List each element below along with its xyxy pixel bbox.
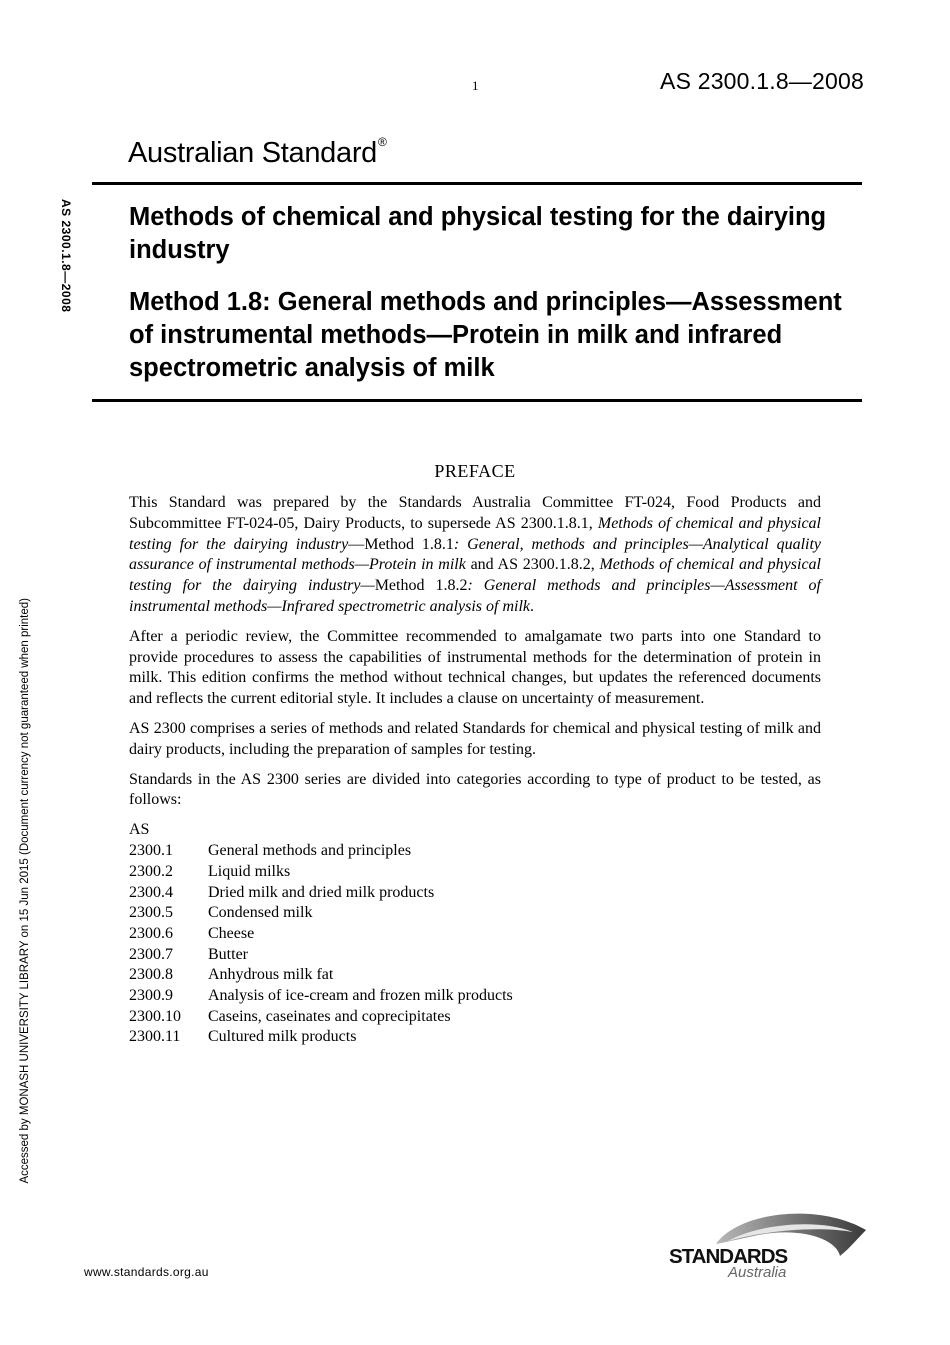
series-description: Dried milk and dried milk products	[208, 883, 435, 901]
series-row	[129, 924, 821, 945]
series-number: 2300.8	[129, 966, 173, 984]
preface-heading: PREFACE	[434, 461, 516, 481]
series-description: Analysis of ice-cream and frozen milk products	[208, 986, 513, 1004]
document-code: AS 2300.1.8—2008	[660, 68, 864, 94]
side-document-code: AS 2300.1.8—2008	[59, 199, 73, 313]
p1-text-g: Method 1.8.2	[374, 577, 468, 595]
series-number: 2300.9	[129, 986, 173, 1004]
series-description: Cultured milk products	[208, 1028, 357, 1046]
standard-label	[128, 137, 387, 170]
series-description: General methods and principles	[208, 842, 412, 860]
p1-text-i: .	[530, 597, 534, 615]
main-title: Methods of chemical and physical testing for the dairying industry	[129, 203, 827, 264]
series-list	[129, 820, 821, 1048]
bottom-rule	[92, 399, 862, 402]
logo-sub-text: Australia	[728, 1264, 787, 1281]
series-description: Liquid milks	[208, 862, 291, 880]
series-number: 2300.10	[129, 1007, 181, 1025]
p1-title-a: Methods of chemical and physical testing for the dairying industry	[129, 514, 821, 553]
preface-paragraph-1	[129, 493, 821, 618]
footer-url[interactable]: www.standards.org.au	[84, 1265, 209, 1279]
standard-label-text: Australian Standard	[128, 137, 378, 169]
series-number: 2300.5	[129, 904, 173, 922]
preface-paragraph-2: After a periodic review, the Committee recommended to amalgamate two parts into one Standard to provide procedures to assess the capabilities of instrumental methods for the determination of protein in milk. This edition confirms the method without technical changes, but updates the referenced documents and reflects the current editorial style. It includes a clause on uncertainty of measurement.	[129, 627, 821, 708]
p1-text-e: and AS 2300.1.8.2,	[465, 556, 600, 574]
series-description: Anhydrous milk fat	[208, 966, 334, 984]
p1-title-h: : General methods and principles—Assessment of instrumental methods—Infrared spectrometric analysis of milk	[129, 577, 822, 615]
series-number: 2300.11	[129, 1028, 181, 1046]
preface-paragraph-4: Standards in the AS 2300 series are divided into categories according to type of product to be tested, as follows:	[129, 770, 821, 809]
p1-text-c: —Method 1.8.1	[348, 535, 454, 553]
preface-body	[129, 493, 821, 1048]
access-note: Accessed by MONASH UNIVERSITY LIBRARY on 15 Jun 2015 (Document currency not guaranteed when printed)	[19, 598, 31, 1184]
series-row	[129, 945, 821, 966]
series-row	[129, 965, 821, 986]
series-number: 2300.6	[129, 924, 173, 942]
top-rule	[92, 182, 862, 185]
logo-main-text: STANDARDS	[669, 1245, 788, 1268]
preface-paragraph-3: AS 2300 comprises a series of methods and related Standards for chemical and physical testing of milk and dairy products, including the preparation of samples for testing.	[129, 719, 821, 758]
p1-text-a: This Standard was prepared by the Standards Australia Committee FT-024, Food Products and Subcommittee FT-024-05, Dairy Products, to supersede AS 2300.1.8.1,	[129, 494, 821, 532]
series-row	[129, 1007, 821, 1028]
series-number: 2300.1	[129, 842, 173, 860]
standards-australia-logo	[668, 1208, 868, 1283]
p1-title-d: : General, methods and principles—Analytical quality assurance of instrumental methods—Protein in milk	[129, 535, 822, 574]
series-row	[129, 841, 821, 862]
registered-mark: ®	[378, 135, 387, 149]
method-title: Method 1.8: General methods and principles—Assessment of instrumental methods—Protein in milk and infrared spectrometric analysis of milk	[129, 288, 842, 382]
series-prefix: AS	[129, 821, 150, 839]
series-row	[129, 903, 821, 924]
series-row	[129, 862, 821, 883]
series-row	[129, 986, 821, 1007]
series-description: Cheese	[208, 924, 255, 942]
series-row	[129, 1027, 821, 1048]
series-row	[129, 883, 821, 904]
series-number: 2300.4	[129, 883, 173, 901]
series-description: Caseins, caseinates and coprecipitates	[208, 1007, 451, 1025]
p1-title-f: Methods of chemical and physical testing for the dairying industry—	[129, 556, 822, 595]
series-number: 2300.2	[129, 862, 173, 880]
page-number: 1	[472, 78, 479, 93]
series-number: 2300.7	[129, 945, 173, 963]
series-description: Butter	[208, 945, 248, 963]
series-description: Condensed milk	[208, 904, 313, 922]
